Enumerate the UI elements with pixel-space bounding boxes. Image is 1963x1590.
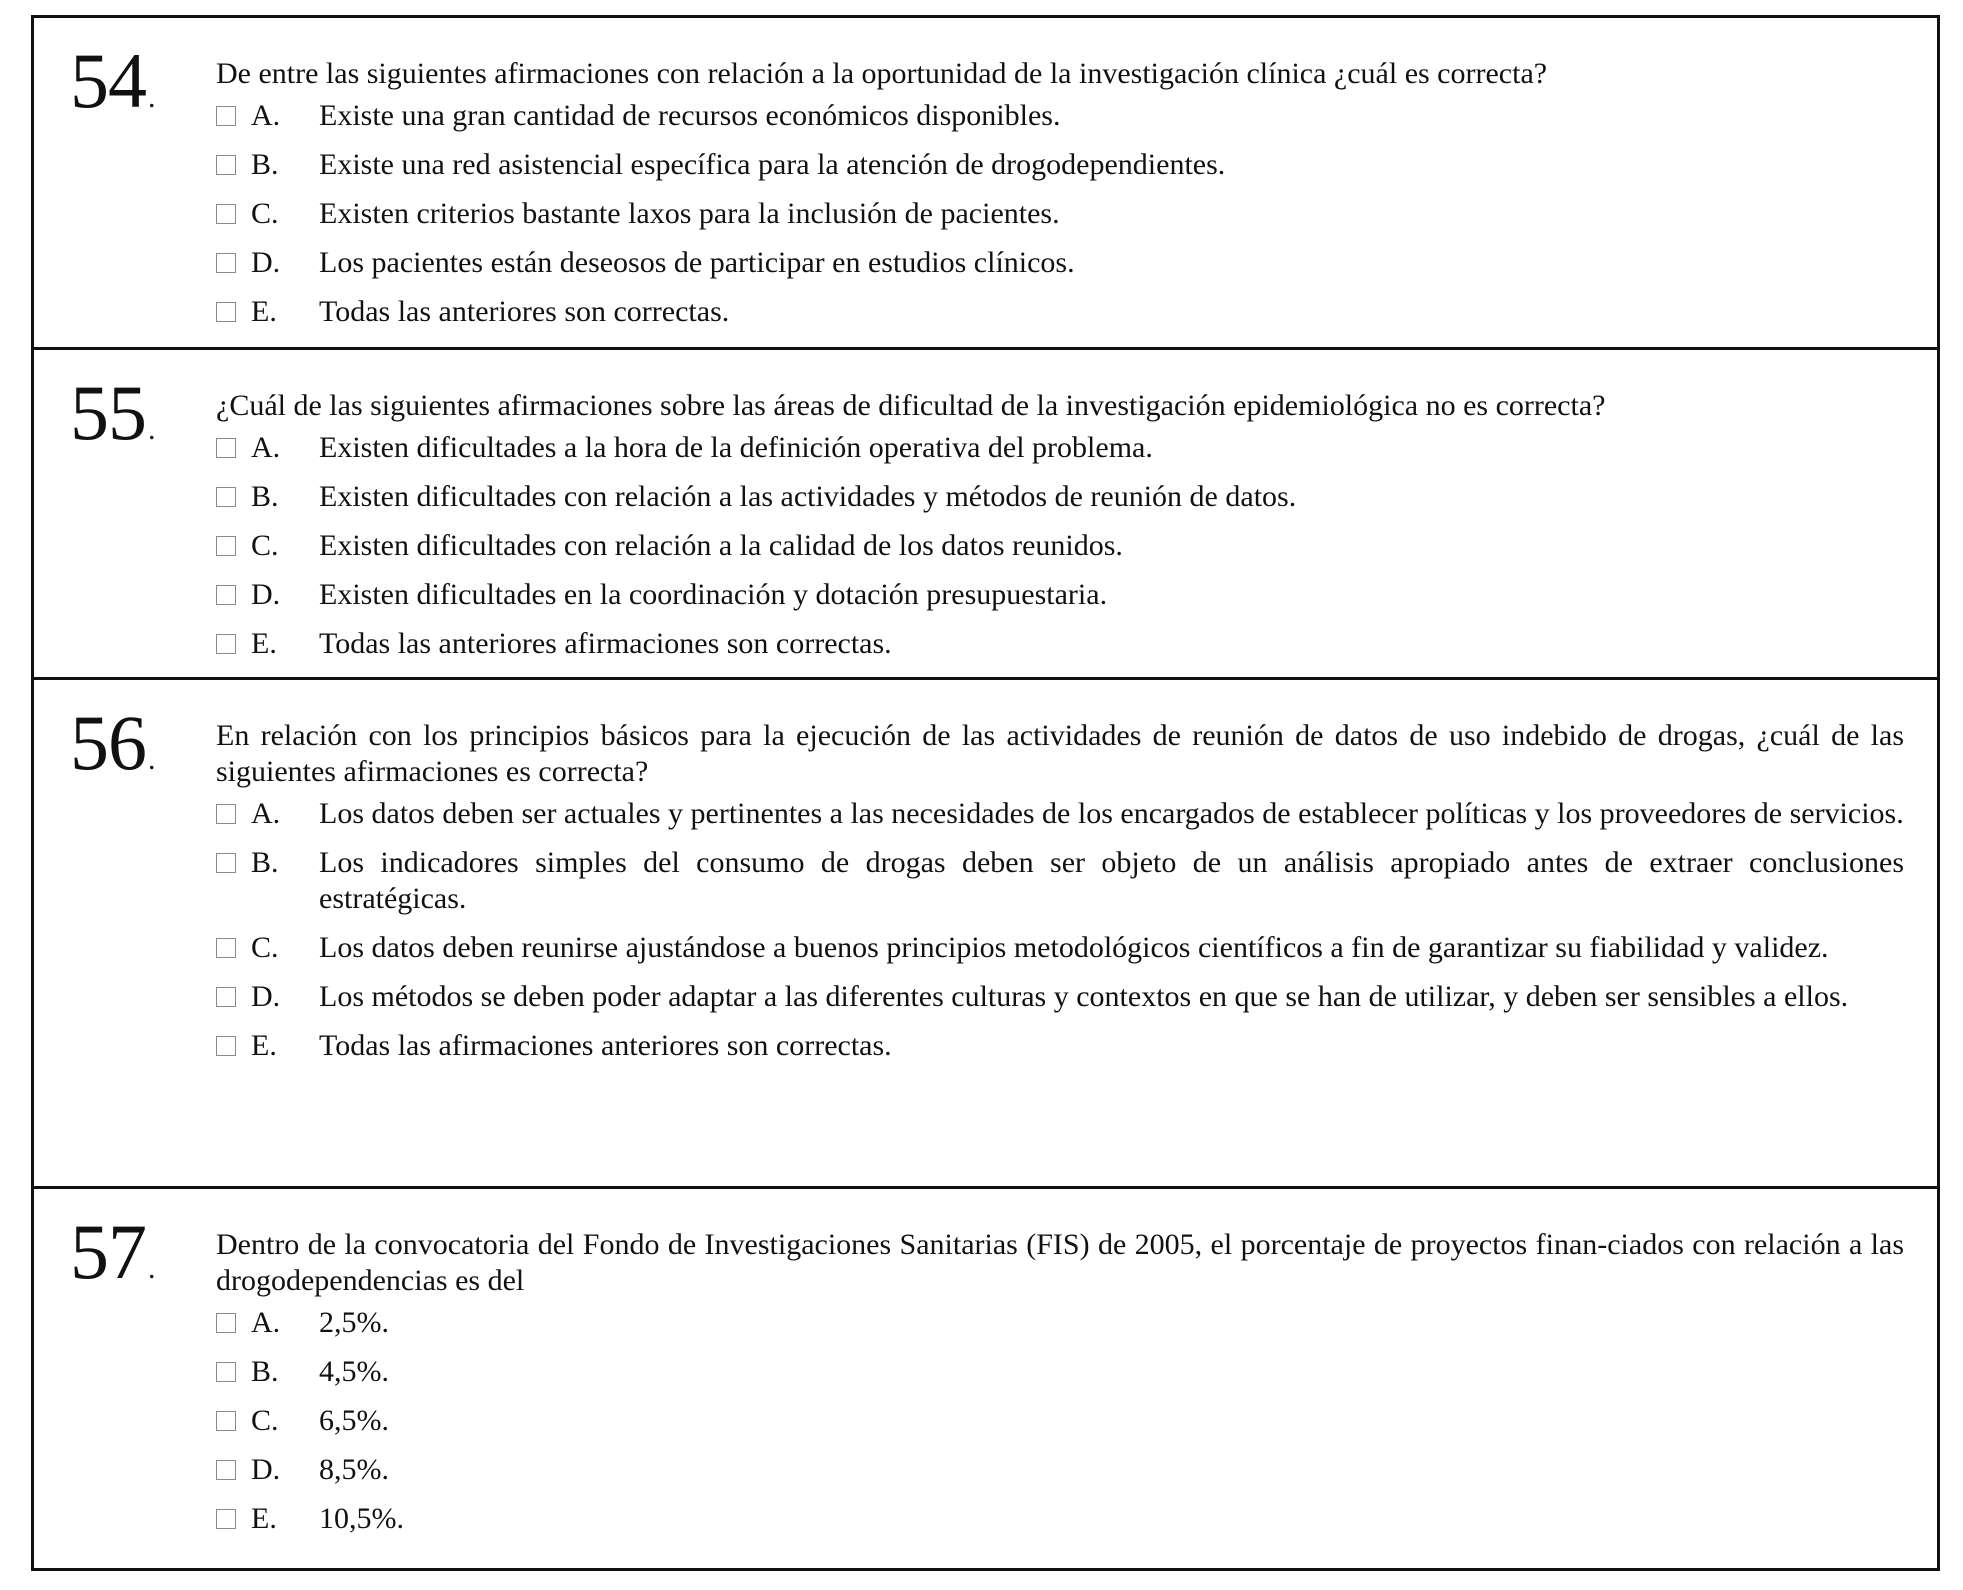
option-letter: B. xyxy=(251,480,279,513)
option-e[interactable] xyxy=(216,294,1904,330)
checkbox-icon[interactable] xyxy=(216,853,236,873)
question-content xyxy=(216,718,1904,1077)
checkbox-icon[interactable] xyxy=(216,634,236,654)
checkbox-icon[interactable] xyxy=(216,1460,236,1480)
option-b[interactable] xyxy=(216,1354,1904,1390)
option-text: Los pacientes están deseosos de participar en estudios clínicos. xyxy=(319,246,1075,279)
checkbox-icon[interactable] xyxy=(216,1411,236,1431)
option-letter: B. xyxy=(251,846,279,879)
checkbox-icon[interactable] xyxy=(216,204,236,224)
option-text: 6,5%. xyxy=(319,1404,389,1437)
option-letter: A. xyxy=(251,797,281,830)
checkbox-icon[interactable] xyxy=(216,536,236,556)
option-text: Existe una gran cantidad de recursos económicos disponibles. xyxy=(319,99,1061,132)
option-a[interactable] xyxy=(216,1305,1904,1341)
checkbox-icon[interactable] xyxy=(216,253,236,273)
option-text: Existen criterios bastante laxos para la inclusión de pacientes. xyxy=(319,197,1060,230)
question-stem: Dentro de la convocatoria del Fondo de Investigaciones Sanitarias (FIS) de 2005, el porcentaje de proyectos finan-ciados con relación a las drogodependencias es del xyxy=(216,1228,1904,1297)
option-letter: D. xyxy=(251,1453,281,1486)
checkbox-icon[interactable] xyxy=(216,1036,236,1056)
option-text: 2,5%. xyxy=(319,1306,389,1339)
question-57 xyxy=(34,1189,1937,1568)
checkbox-icon[interactable] xyxy=(216,438,236,458)
option-text: Los métodos se deben poder adaptar a las diferentes culturas y contextos en que se han de utilizar, y deben ser sensibles a ellos. xyxy=(319,980,1849,1013)
checkbox-icon[interactable] xyxy=(216,938,236,958)
checkbox-icon[interactable] xyxy=(216,585,236,605)
question-55 xyxy=(34,350,1937,680)
option-text: Todas las anteriores afirmaciones son correctas. xyxy=(319,627,892,660)
option-text: 4,5%. xyxy=(319,1355,389,1388)
checkbox-icon[interactable] xyxy=(216,804,236,824)
option-letter: C. xyxy=(251,931,279,964)
option-e[interactable] xyxy=(216,1501,1904,1537)
option-letter: E. xyxy=(251,627,277,660)
option-d[interactable] xyxy=(216,979,1904,1015)
option-c[interactable] xyxy=(216,196,1904,232)
option-letter: B. xyxy=(251,148,279,181)
option-c[interactable] xyxy=(216,1403,1904,1439)
option-text: Existen dificultades a la hora de la definición operativa del problema. xyxy=(319,431,1153,464)
option-text: 10,5%. xyxy=(319,1502,404,1535)
option-a[interactable] xyxy=(216,430,1904,466)
option-e[interactable] xyxy=(216,1028,1904,1064)
checkbox-icon[interactable] xyxy=(216,302,236,322)
checkbox-icon[interactable] xyxy=(216,1313,236,1333)
question-content xyxy=(216,388,1904,675)
checkbox-icon[interactable] xyxy=(216,1509,236,1529)
question-56 xyxy=(34,680,1937,1189)
question-content xyxy=(216,56,1904,343)
option-d[interactable] xyxy=(216,1452,1904,1488)
option-letter: A. xyxy=(251,99,281,132)
question-stem: De entre las siguientes afirmaciones con relación a la oportunidad de la investigación clínica ¿cuál es correcta? xyxy=(216,57,1548,90)
option-letter: D. xyxy=(251,578,281,611)
question-content xyxy=(216,1227,1904,1550)
option-letter: E. xyxy=(251,295,277,328)
option-b[interactable] xyxy=(216,479,1904,515)
option-text: Existen dificultades con relación a las actividades y métodos de reunión de datos. xyxy=(319,480,1297,513)
checkbox-icon[interactable] xyxy=(216,987,236,1007)
question-number: 55. xyxy=(70,369,155,456)
option-text: Existen dificultades en la coordinación y dotación presupuestaria. xyxy=(319,578,1108,611)
option-text: Existen dificultades con relación a la calidad de los datos reunidos. xyxy=(319,529,1123,562)
question-sheet xyxy=(31,15,1940,1571)
option-a[interactable] xyxy=(216,98,1904,134)
option-letter: B. xyxy=(251,1355,279,1388)
question-stem: ¿Cuál de las siguientes afirmaciones sobre las áreas de dificultad de la investigación epidemiológica no es correcta? xyxy=(216,389,1606,422)
question-54 xyxy=(34,18,1937,350)
option-text: Todas las anteriores son correctas. xyxy=(319,295,730,328)
question-stem: En relación con los principios básicos para la ejecución de las actividades de reunión de datos de uso indebido de drogas, ¿cuál de las siguientes afirmaciones es correcta? xyxy=(216,719,1904,788)
option-c[interactable] xyxy=(216,528,1904,564)
checkbox-icon[interactable] xyxy=(216,155,236,175)
option-d[interactable] xyxy=(216,577,1904,613)
checkbox-icon[interactable] xyxy=(216,106,236,126)
option-letter: C. xyxy=(251,1404,279,1437)
option-text: 8,5%. xyxy=(319,1453,389,1486)
option-letter: D. xyxy=(251,246,281,279)
checkbox-icon[interactable] xyxy=(216,487,236,507)
option-text: Todas las afirmaciones anteriores son correctas. xyxy=(319,1029,892,1062)
option-letter: A. xyxy=(251,431,281,464)
option-letter: D. xyxy=(251,980,281,1013)
option-d[interactable] xyxy=(216,245,1904,281)
option-letter: C. xyxy=(251,197,279,230)
question-number: 54. xyxy=(70,37,155,124)
option-letter: E. xyxy=(251,1029,277,1062)
option-b[interactable] xyxy=(216,147,1904,183)
option-e[interactable] xyxy=(216,626,1904,662)
option-letter: C. xyxy=(251,529,279,562)
question-number: 56. xyxy=(70,699,155,786)
option-text: Los indicadores simples del consumo de drogas deben ser objeto de un análisis apropiado antes de extraer conclusiones estratégicas. xyxy=(319,846,1904,915)
option-a[interactable] xyxy=(216,796,1904,832)
option-text: Los datos deben ser actuales y pertinentes a las necesidades de los encargados de establecer políticas y los proveedores de servicios. xyxy=(319,797,1904,830)
option-text: Existe una red asistencial específica para la atención de drogodependientes. xyxy=(319,148,1226,181)
option-b[interactable] xyxy=(216,845,1904,917)
option-c[interactable] xyxy=(216,930,1904,966)
option-text: Los datos deben reunirse ajustándose a buenos principios metodológicos científicos a fin de garantizar su fiabilidad y validez. xyxy=(319,931,1829,964)
option-letter: A. xyxy=(251,1306,281,1339)
question-number: 57. xyxy=(70,1208,155,1295)
option-letter: E. xyxy=(251,1502,277,1535)
checkbox-icon[interactable] xyxy=(216,1362,236,1382)
